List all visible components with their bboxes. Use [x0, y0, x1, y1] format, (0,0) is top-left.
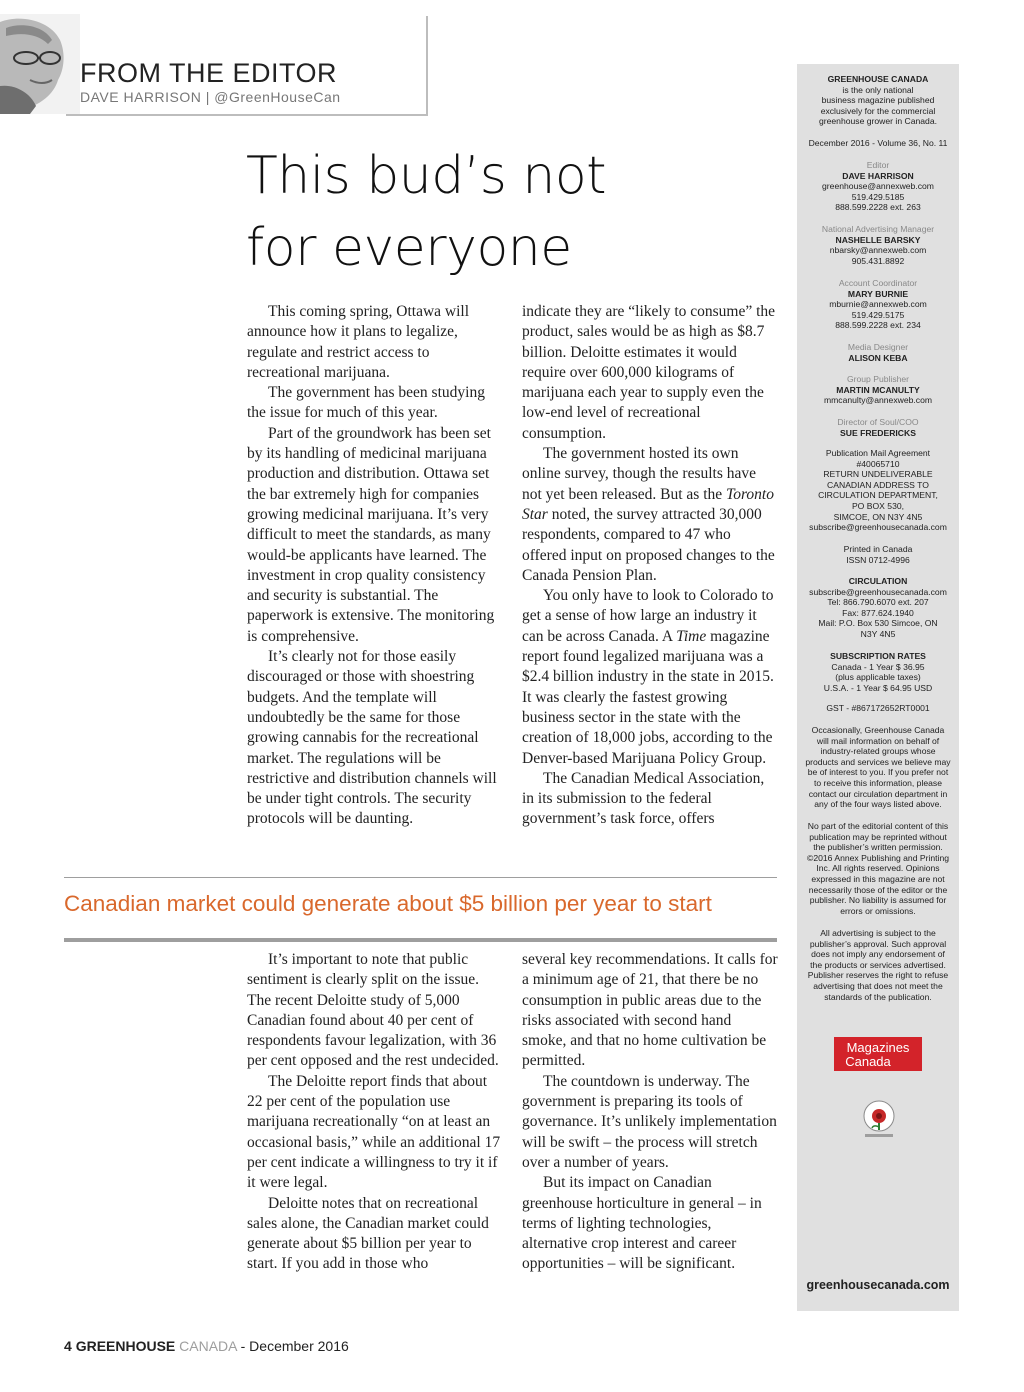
pull-quote-rule-top	[64, 877, 777, 878]
footer-brand: GREENHOUSE	[75, 1338, 176, 1354]
paragraph: You only have to look to Colorado to get a sense of how large an industry it can be across Canada. A Time magazine report found legalized marijuana was a $2.4 billion industry in the state in 2015. It was clearly the fastest growing business sector in the state with the creation of 18,000 jobs, according to the Denver-based Marijuana Policy Group.	[522, 587, 774, 767]
paragraph: The Canadian Medical Association, in its submission to the federal government’s task force, offers	[522, 769, 765, 828]
header-rule-vertical	[426, 16, 428, 116]
paragraph: indicate they are “likely to consume” the product, sales would be as high as $8.7 billion. Deloitte estimates it would require over 600,000 kilograms of marijuana each year to supply even the low-end level of recreational consumption.	[522, 303, 776, 442]
headline	[246, 140, 766, 284]
headline-line-1: This bud’s not	[246, 146, 607, 206]
page-footer	[64, 1338, 349, 1354]
staff-advertising: National Advertising Manager NASHELLE BARSKY nbarsky@annexweb.com 905.431.8892	[821, 224, 935, 266]
staff-account: Account Coordinator MARY BURNIE mburnie@annexweb.com 519.429.5175 888.599.2228 ext. 234	[829, 278, 927, 331]
staff-coo: Director of Soul/COO SUE FREDERICKS	[837, 417, 919, 438]
department-title: FROM THE EDITOR	[80, 58, 338, 88]
editor-photo	[0, 14, 80, 114]
paragraph: Deloitte notes that on recreational sales alone, the Canadian market could generate about $5 billion per year to start. If you add in those who	[247, 1194, 489, 1273]
paragraph: The Deloitte report finds that about 22 per cent of the population use marijuana recreationally “on at least an occasional basis,” while an additional 17 per cent indicate a willingness to try it if it were legal.	[247, 1072, 501, 1192]
masthead-title: GREENHOUSE CANADA	[827, 74, 929, 84]
editor-byline: DAVE HARRISON | @GreenHouseCan	[80, 89, 341, 105]
paragraph: The government has been studying the issue for much of this year.	[247, 384, 485, 422]
body-column-2	[522, 302, 778, 830]
magazines-canada-logo	[834, 1037, 922, 1071]
footer-date: - December 2016	[240, 1338, 349, 1354]
paragraph: But its impact on Canadian greenhouse horticulture in general – in terms of lighting technologies, alternative crop interest and career opportunities – will be significant.	[522, 1174, 762, 1273]
paragraph: It’s important to note that public sentiment is clearly split on the issue. The recent Deloitte study of 5,000 Canadian found about 40 per cent of respondents favour legalization, with 36 per cent opposed and the rest undecided.	[247, 951, 499, 1070]
paragraph: This coming spring, Ottawa will announce how it plans to legalize, regulate and restrict access to recreational marijuana.	[247, 303, 470, 381]
publication-name: Toronto Star	[522, 485, 774, 523]
issue-info: December 2016 - Volume 36, No. 11	[808, 138, 948, 148]
staff-designer: Media Designer ALISON KEBA	[847, 342, 909, 363]
pull-quote: Canadian market could generate about $5 billion per year to start	[64, 891, 712, 916]
logo-text: Magazines	[846, 1040, 910, 1055]
pull-quote-rule-bottom	[64, 938, 777, 942]
logo-text: Canada	[845, 1054, 891, 1069]
publication-name: Time	[676, 627, 707, 645]
paragraph: It’s clearly not for those easily discouraged or those with shoestring budgets. And the template will undoubtedly be the same for those growing cannabis for the recreational market. The regulations will be restrictive and distribution channels will be under tight controls. The security protocols will be daunting.	[247, 648, 497, 828]
footer-brand-light: CANADA	[179, 1338, 237, 1354]
paragraph: Part of the groundwork has been set by its handling of medicinal marijuana production and distribution. Ottawa set the bar extremely high for companies growing medicinal marijuana. It’s very difficult to meet the standards, as many would-be applicants have learned. The investment in crop quality consistency and security is substantial. The paperwork is extensive. The monitoring is comprehensive.	[247, 424, 495, 645]
staff-publisher: Group Publisher MARTIN MCANULTY mmcanulty@annexweb.com	[823, 374, 933, 406]
paragraph: The countdown is underway. The government is preparing its tools of governance. It’s unlikely implementation will be swift – the process will stretch over a number of years.	[522, 1072, 777, 1171]
privacy-notice: Occasionally, Greenhouse Canada will mail information on behalf of industry-related groups whose products and services we believe may be of interest to you. If you prefer not to receive this information, please contact our circulation department in any of the four ways listed above.	[805, 725, 951, 810]
advertising-notice: All advertising is subject to the publisher’s approval. Such approval does not imply any endorsement of the products or services advertised. Publisher reserves the right to refuse advertising that does not meet the standards of the publication.	[807, 928, 949, 1002]
body-column-4	[522, 950, 778, 1275]
masthead-intro: GREENHOUSE CANADA is the only national business magazine published exclusively for the commercial greenhouse grower in Canada.	[818, 74, 937, 127]
body-column-3	[247, 950, 503, 1275]
paragraph: The government hosted its own online survey, though the results have not yet been released. But as the Toronto Star noted, the survey attracted 30,000 respondents, compared to 47 who offered input on proposed changes to the Canada Pension Plan.	[522, 445, 775, 584]
website-link[interactable]: greenhousecanada.com	[806, 1278, 950, 1292]
copyright-notice: No part of the editorial content of this publication may be reprinted without the publisher’s written permission. ©2016 Annex Publishing and Printing Inc. All rights reserved. Opinions expressed in this magazine are not necessarily those of the editor or the publisher. No liability is assumed for errors or omissions.	[806, 821, 950, 916]
headline-line-2: for everyone	[246, 218, 572, 278]
subscription-rates: SUBSCRIPTION RATES Canada - 1 Year $ 36.95 (plus applicable taxes) U.S.A. - 1 Year $ 64.95 USD	[823, 651, 933, 693]
circulation-info: CIRCULATION subscribe@greenhousecanada.com Tel: 866.790.6070 ext. 207 Fax: 877.624.1940 Mail: P.O. Box 530 Simcoe, ON N3Y 4N5	[809, 576, 947, 639]
mail-agreement: Publication Mail Agreement #40065710 RETURN UNDELIVERABLE CANADIAN ADDRESS TO CIRCULATION DEPARTMENT, PO BOX 530, SIMCOE, ON N3Y 4N5 subscribe@greenhousecanada.com	[809, 448, 947, 533]
staff-editor: Editor DAVE HARRISON greenhouse@annexweb.com 519.429.5185 888.599.2228 ext. 263	[822, 160, 934, 213]
paragraph: several key recommendations. It calls for a minimum age of 21, that there be no consumption in public areas due to the risks associated with second hand smoke, and that no home cultivation be permitted.	[522, 951, 778, 1070]
printed-info: Printed in Canada ISSN 0712-4996	[843, 544, 913, 565]
header-rule-horizontal	[66, 114, 428, 116]
page-number: 4	[64, 1338, 72, 1354]
gst-number: GST - #867172652RT0001	[826, 703, 930, 713]
flowers-canada-logo	[859, 1098, 899, 1140]
body-column-1	[247, 302, 503, 830]
